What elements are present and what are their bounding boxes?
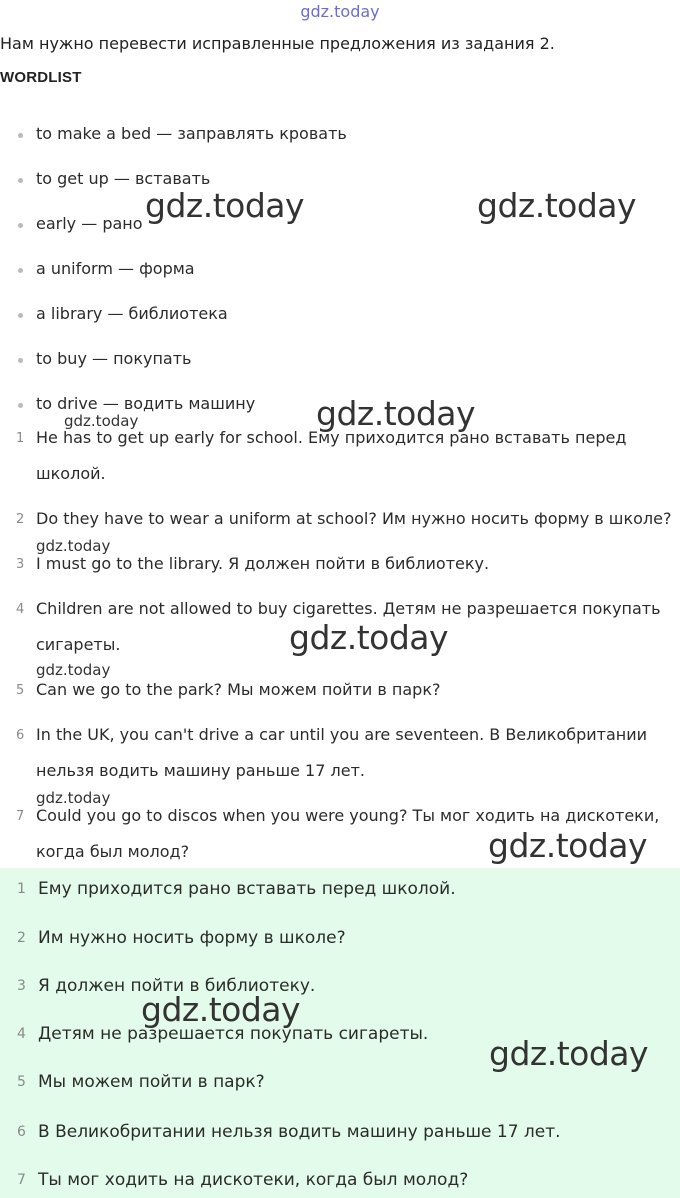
bullet-icon [18,268,23,273]
translation-number: 4 [17,1026,26,1042]
sentence-number: 4 [16,602,25,617]
sentence-item: In the UK, you can't drive a car until you are seventeen. В Великобритании нельзя водить машину раньше 17 лет. [36,725,648,780]
sentence-number: 3 [16,557,25,572]
bullet-icon [18,178,23,183]
translation-number: 6 [17,1124,26,1140]
translation-number: 7 [17,1172,26,1188]
translation-number: 3 [17,978,26,994]
translation-item: Я должен пойти в библиотеку. [38,976,316,996]
watermark: gdz.today [145,186,305,225]
bullet-icon [18,133,23,138]
watermark: gdz.today [477,186,637,225]
translations-box [0,868,680,1198]
watermark: gdz.today [36,789,111,807]
sentence-number: 1 [16,431,25,446]
sentence-number: 6 [16,728,25,743]
watermark: gdz.today [489,1034,649,1073]
translation-item: Детям не разрешается покупать сигареты. [38,1024,429,1044]
watermark: gdz.today [316,394,476,433]
sentence-number: 5 [16,683,25,698]
translation-item: Мы можем пойти в парк? [38,1072,265,1092]
sentence-number: 2 [16,512,25,527]
bullet-icon [18,223,23,228]
sentence-item: Can we go to the park? Мы можем пойти в парк? [36,680,441,699]
translation-number: 1 [17,881,26,897]
sentence-item: Children are not allowed to buy cigarettes. Детям не разрешается покупать сигареты. [36,599,661,654]
watermark: gdz.today [36,537,111,555]
watermark: gdz.today [36,661,111,679]
translation-item: В Великобритании нельзя водить машину раньше 17 лет. [38,1122,561,1142]
watermark: gdz.today [64,412,139,430]
top-watermark: gdz.today [300,2,380,21]
bullet-icon [18,403,23,408]
watermark: gdz.today [141,990,301,1029]
watermark: gdz.today [289,618,449,657]
wordlist-title: WORDLIST [0,69,82,86]
bullet-icon [18,313,23,318]
watermark: gdz.today [488,826,648,865]
sentence-item: He has to get up early for school. Ему приходится рано вставать перед школой. [36,428,627,483]
sentence-number: 7 [16,809,25,824]
sentence-item: I must go to the library. Я должен пойти в библиотеку. [36,554,490,573]
sentence-item: Could you go to discos when you were young? Ты мог ходить на дискотеки, когда был молод? [36,806,660,861]
translation-item: Ему приходится рано вставать перед школой. [38,879,456,899]
translation-number: 5 [17,1074,26,1090]
translation-number: 2 [17,930,26,946]
sentence-item: Do they have to wear a uniform at school? Им нужно носить форму в школе? [36,509,672,528]
translation-item: Ты мог ходить на дискотеки, когда был молод? [38,1170,469,1190]
intro-text: Нам нужно перевести исправленные предложения из задания 2. [0,34,555,53]
bullet-icon [18,358,23,363]
translation-item: Им нужно носить форму в школе? [38,928,346,948]
